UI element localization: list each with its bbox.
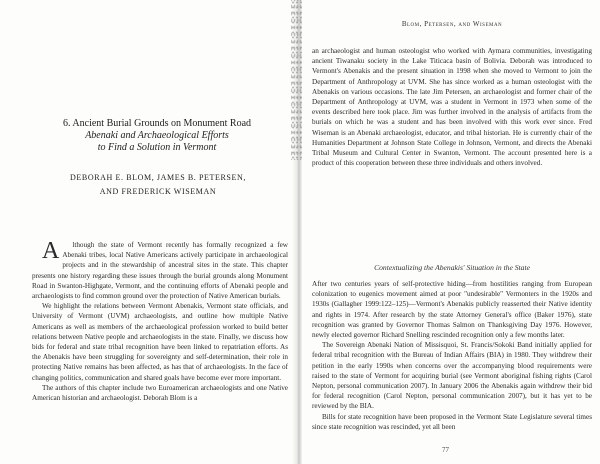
paragraph <box>32 240 288 301</box>
chapter-title: 6. Ancient Burial Grounds on Monument Road <box>62 118 252 129</box>
chapter-subtitle-line-2: to Find a Solution in Vermont <box>97 142 217 153</box>
paragraph: The Sovereign Abenaki Nation of Missisquoi, St. Francis/Sokoki Band initially applied for federal tribal recognition with the Bureau of Indian Affairs (BIA) in 1980. They withdrew their petition in the early 1990s when concerns over the accompanying blood requirements were raised to the state of Vermont for acquiring burial (see Vermont aboriginal fishing rights (Carol Nepton, personal communication 2007). In January 2006 the Abenakis again withdrew their bid for federal recognition (Carol Nepton, personal communication 2007), but it has yet to be reviewed by the BIA. <box>312 341 592 411</box>
paragraph: We highlight the relations between Vermont Abenakis, Vermont state officials, and University of Vermont (UVM) archaeologists, and outline how multiple Native Americans as well as members of the archaeological profession worked to build better relations between Native people and archaeologists in the state. Finally, we discuss how bids for federal and state tribal recognition have been linked to repatriation efforts. As the Abenakis have been struggling for sovereignty and self-determination, their role in protecting Native remains has been affected, as has that of archaeologists. In the face of changing politics, communication and shared goals have become ever more important. <box>32 302 288 382</box>
right-page <box>302 0 600 464</box>
drop-cap: A <box>42 238 60 264</box>
chapter-subtitle-line-1: Abenaki and Archaeological Efforts <box>85 130 229 141</box>
left-page <box>0 0 296 464</box>
left-body-text <box>32 240 288 403</box>
running-head: Blom, Petersen, and Wiseman <box>401 20 503 28</box>
paragraph-text: lthough the state of Vermont recently has formally recognized a few Abenaki tribes, local Native Americans actively participate in archaeological projects and in the stewardship of ancestral sites in the state. This chapter presents one history regarding these issues through the burial grounds along Monument Road in Swanton-Highgate, Vermont, and the continuing efforts of Abenaki people and archaeologists to find common ground over the protection of Native American burials. <box>32 241 288 301</box>
paragraph: The authors of this chapter include two Euroamerican archaeologists and one Native American historian and archaeologist. Deborah Blom is a <box>32 383 288 403</box>
right-body-text-bottom <box>312 279 592 432</box>
paragraph: Bills for state recognition have been proposed in the Vermont State Legislature several times since state recognition was rescinded, yet all been <box>312 412 592 431</box>
author-line-1: DEBORAH E. BLOM, JAMES B. PETERSEN, <box>70 173 246 182</box>
paragraph: an archaeologist and human osteologist who worked with Aymara communities, investigating ancient Tiwanaku society in the Lake Titicaca basin of Bolivia. Deborah was introduced to Vermont's Abenakis and the present situation in 1998 when she moved to Vermont to join the Department of Anthropology at UVM. She has since worked as a human osteologist with the Abenakis on various occasions. The late Jim Petersen, an archaeologist and former chair of the Department of Anthropology at UVM, was a student in Vermont in 1973 when some of the events described here took place. Jim was further involved in the analysis of artifacts from the burials on which he was a student and has been involved with this work ever since. Fred Wiseman is an Abenaki archaeologist, educator, and tribal historian. He is currently chair of the Humanities Department at Johnson State College in Johnson, Vermont, and directs the Abenaki Tribal Museum and Cultural Center in Swanton, Vermont. The account presented here is a product of this cooperation between these three individuals and others involved. <box>312 47 592 168</box>
right-body-text-top <box>312 46 592 168</box>
author-line-2: AND FREDERICK WISEMAN <box>99 187 217 196</box>
section-heading: Contextualizing the Abenakis' Situation in the State <box>374 263 530 272</box>
author-byline <box>30 171 286 199</box>
paragraph: After two centuries years of self-protective hiding—from hostilities ranging from European colonization to eugenics movement aimed at poor "undesirable" Vermonters in the 1920s and 1930s (Gallagher 1999:122–125)—Vermont's Abenakis publicly reasserted their Native identity and rights in 1974. After research by the state Attorney General's office (Baker 1976), state recognition was granted by Governor Thomas Salmon on Thanksgiving Day 1976. However, newly elected governor Richard Snelling rescinded recognition only a few months later. <box>312 280 592 340</box>
page-number: 77 <box>442 446 449 454</box>
chapter-heading <box>26 118 288 154</box>
